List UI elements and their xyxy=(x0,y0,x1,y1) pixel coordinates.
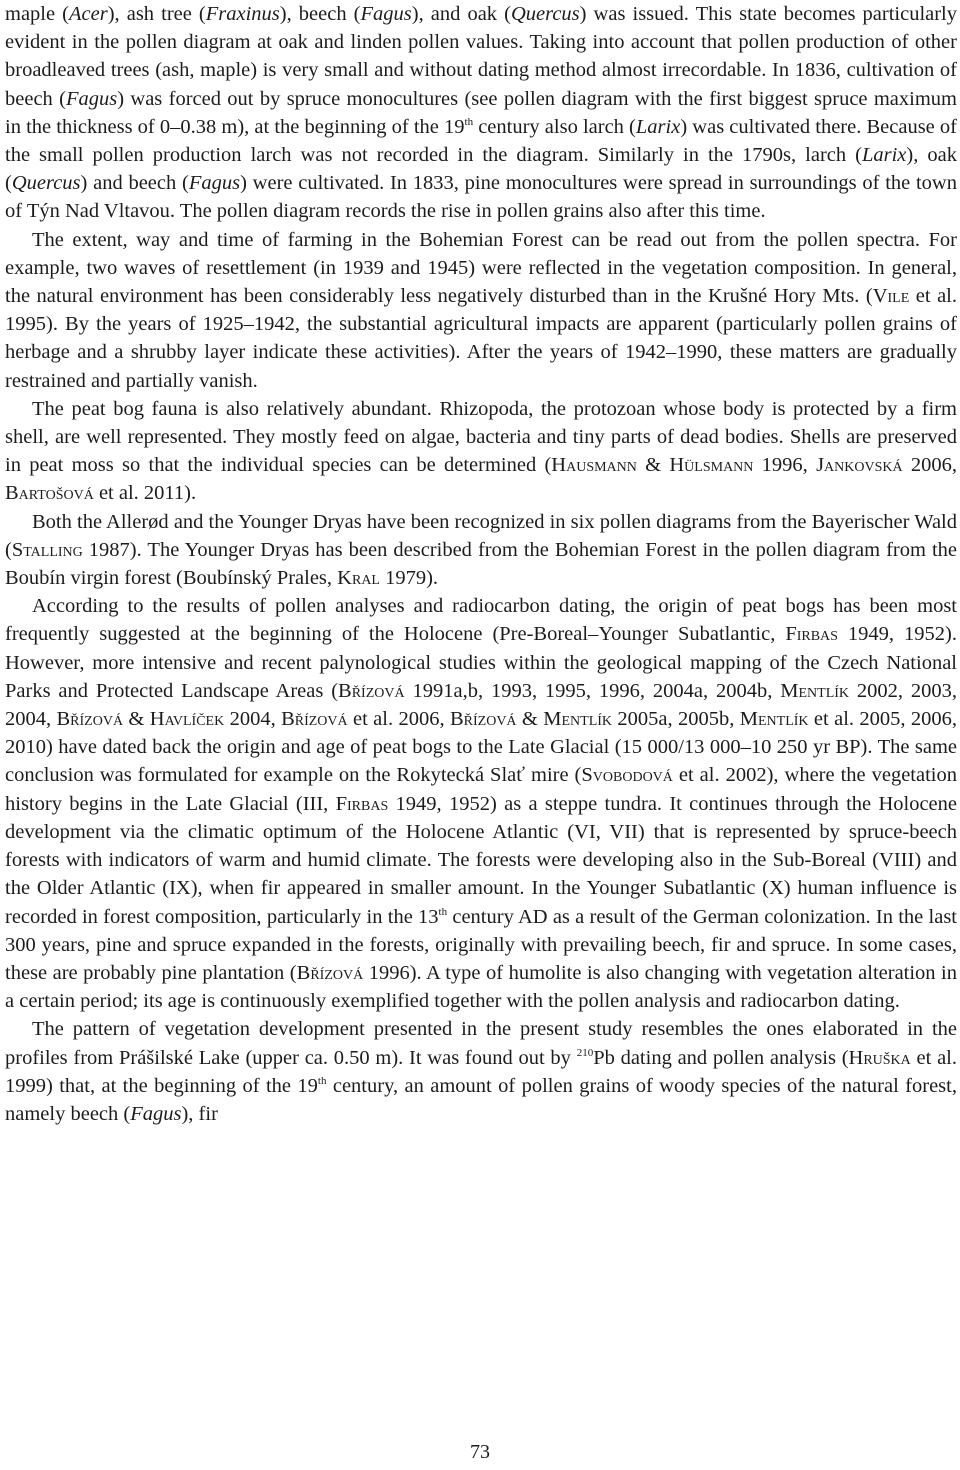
italic-taxon: Fagus xyxy=(65,87,118,110)
italic-taxon: Larix xyxy=(635,115,681,138)
text-run: 1987). The Younger Dryas has been described from the Bohemian Forest in the pollen diagram from the Boubín virgin forest (Boubínský Prales, xyxy=(5,538,957,590)
text-run: ), oak ( xyxy=(5,144,957,195)
text-run: 1991a,b, 1993, 1995, 1996, 2004a, 2004b, xyxy=(404,679,781,702)
text-run: The pattern of vegetation development presented in the present study resembles the ones elaborated in the profiles from Prášilské Lake (upper ca. 0.50 m). It was found out by xyxy=(5,1018,957,1069)
author-citation: Mentlík xyxy=(739,708,809,731)
text-run: ) and beech ( xyxy=(80,172,189,195)
text-run: ) was forced out by spruce monocultures (see pollen diagram with the first biggest spruce maximum in the thickness of 0–0.38 m), at the beginning of the 19 xyxy=(5,87,957,138)
italic-taxon: Larix xyxy=(861,144,907,167)
text-run: 2004, xyxy=(224,708,282,731)
text-run: & xyxy=(636,454,670,477)
paragraph xyxy=(5,592,957,1015)
page-number: 73 xyxy=(470,1441,490,1463)
author-citation: Břízová xyxy=(296,961,364,984)
paragraph xyxy=(5,395,957,508)
text-run: et al. 2005, 2006, 2010) have dated back the origin and age of peat bogs to the Late Glacial (15 000/13 000–10 250 yr BP). The same conclusion was formulated for example on the Rokytecká Slať mire ( xyxy=(5,708,958,787)
text-run: ) was issued. This state becomes particularly evident in the pollen diagram at oak and linden pollen values. Taking into account that pollen production of other broadleaved trees (ash, maple) is very small and without dating method almost irrecordable. In 1836, cultivation of beech ( xyxy=(5,3,958,110)
paragraph xyxy=(5,226,957,395)
paragraph xyxy=(5,508,957,593)
text-run: & xyxy=(516,708,544,731)
text-run: 1979). xyxy=(379,567,439,590)
italic-taxon: Fagus xyxy=(188,172,241,195)
text-run: et al. 2006, xyxy=(347,708,450,731)
italic-taxon: Fagus xyxy=(360,3,412,25)
italic-taxon: Quercus xyxy=(11,172,81,195)
author-citation: Břízová xyxy=(56,708,124,731)
text-run: et al. 1995). By the years of 1925–1942, the substantial agricultural impacts are apparent (particularly pollen grains of herbage and a shrubby layer indicate these activities). After the years of 1942–1990, these matters are gradually restrained and partially vanish. xyxy=(5,285,957,392)
author-citation: Kral xyxy=(337,567,380,590)
author-citation: Bartošová xyxy=(5,482,94,505)
text-run: According to the results of pollen analyses and radiocarbon dating, the origin of peat bogs has been most frequently suggested at the beginning of the Holocene (Pre-Boreal–Younger Subatlantic, xyxy=(5,595,957,646)
text-run: ) was cultivated there. Because of the small pollen production larch was not recorded in the diagram. Similarly in the 1790s, larch ( xyxy=(5,115,957,167)
author-citation: Hausmann xyxy=(551,454,637,477)
text-run: 1949, 1952) as a steppe tundra. It continues through the Holocene development via the climatic optimum of the Holocene Atlantic (VI, VII) that is represented by spruce-beech forests with indicators of warm and humid climate. The forests were developing also in the Sub-Boreal (VIII) and the Older Atlantic (IX), when fir appeared in smaller amount. In the Younger Subatlantic (X) human influence is recorded in forest composition, particularly in the 13 xyxy=(5,792,958,928)
author-citation: Mentlík xyxy=(543,708,613,731)
text-run: ), fir xyxy=(181,1102,218,1125)
author-citation: Vile xyxy=(872,285,910,308)
text-run: century also larch ( xyxy=(473,115,636,138)
text-run: & xyxy=(123,708,150,731)
author-citation: Hruška xyxy=(848,1046,911,1069)
text-run: The extent, way and time of farming in the Bohemian Forest can be read out from the pollen spectra. For example, two waves of resettlement (in 1939 and 1945) were reflected in the vegetation composition. In general, the natural environment has been considerably less negatively disturbed than in the Krušné Hory Mts. ( xyxy=(5,228,957,308)
text-run: ) were cultivated. In 1833, pine monocultures were spread in surroundings of the town of Týn Nad Vltavou. The pollen diagram records the rise in pollen grains also after this time. xyxy=(5,172,957,223)
author-citation: Stalling xyxy=(11,538,83,561)
author-citation: Jankovská xyxy=(816,454,903,477)
italic-taxon: Fagus xyxy=(130,1102,182,1125)
italic-taxon: Fraxinus xyxy=(205,3,280,25)
text-run: 2002, 2003, 2004, xyxy=(5,679,958,731)
superscript: th xyxy=(464,115,474,128)
text-run: 1949, 1952). However, more intensive and recent palynological studies within the geological mapping of the Czech National Parks and Protected Landscape Areas ( xyxy=(5,623,957,702)
paragraph xyxy=(5,0,957,226)
author-citation: Břízová xyxy=(281,708,348,731)
text-run: 1996). A type of humolite is also changing with vegetation alteration in a certain period; its age is continuously exemplified together with the pollen analysis and radiocarbon dating. xyxy=(5,961,958,1013)
text-run: 2005a, 2005b, xyxy=(612,708,740,731)
text-run: et al. 1999) that, at the beginning of the 19 xyxy=(5,1046,957,1097)
text-run: maple ( xyxy=(5,3,69,25)
text-run: Both the Allerød and the Younger Dryas have been recognized in six pollen diagrams from the Bayerischer Wald ( xyxy=(5,510,957,561)
author-citation: Havlíček xyxy=(149,708,225,731)
text-run: ), ash tree ( xyxy=(107,3,206,25)
text-run: The peat bog fauna is also relatively abundant. Rhizopoda, the protozoan whose body is protected by a firm shell, are well represented. They mostly feed on algae, bacteria and tiny parts of dead bodies. Shells are preserved in peat moss so that the individual species can be determined ( xyxy=(5,397,957,477)
text-run: et al. 2002), where the vegetation history begins in the Late Glacial (III, xyxy=(5,764,957,815)
text-run: ), beech ( xyxy=(279,3,361,25)
text-run: 1996, xyxy=(753,454,817,477)
italic-taxon: Quercus xyxy=(510,3,580,25)
article-body xyxy=(5,0,957,1128)
author-citation: Hülsmann xyxy=(669,454,754,477)
author-citation: Břízová xyxy=(338,679,405,702)
italic-taxon: Acer xyxy=(69,3,108,25)
paragraph xyxy=(5,1015,957,1128)
text-run: Pb dating and pollen analysis ( xyxy=(593,1046,849,1069)
author-citation: Firbas xyxy=(335,792,389,815)
text-run: ), and oak ( xyxy=(411,3,511,25)
author-citation: Svobodová xyxy=(581,764,673,787)
author-citation: Mentlík xyxy=(780,679,850,702)
text-run: century, an amount of pollen grains of woody species of the natural forest, namely beech ( xyxy=(5,1074,957,1125)
text-run: century AD as a result of the German colonization. In the last 300 years, pine and spruce expanded in the forests, originally with prevailing beech, fir and spruce. In some cases, these are probably pine plantation ( xyxy=(5,905,957,984)
author-citation: Břízová xyxy=(449,708,517,731)
superscript: 210 xyxy=(576,1046,594,1059)
superscript: th xyxy=(317,1074,327,1087)
text-run: et al. 2011). xyxy=(93,482,197,505)
text-run: 2006, xyxy=(902,454,958,477)
author-citation: Firbas xyxy=(785,623,838,646)
superscript: th xyxy=(438,905,448,918)
